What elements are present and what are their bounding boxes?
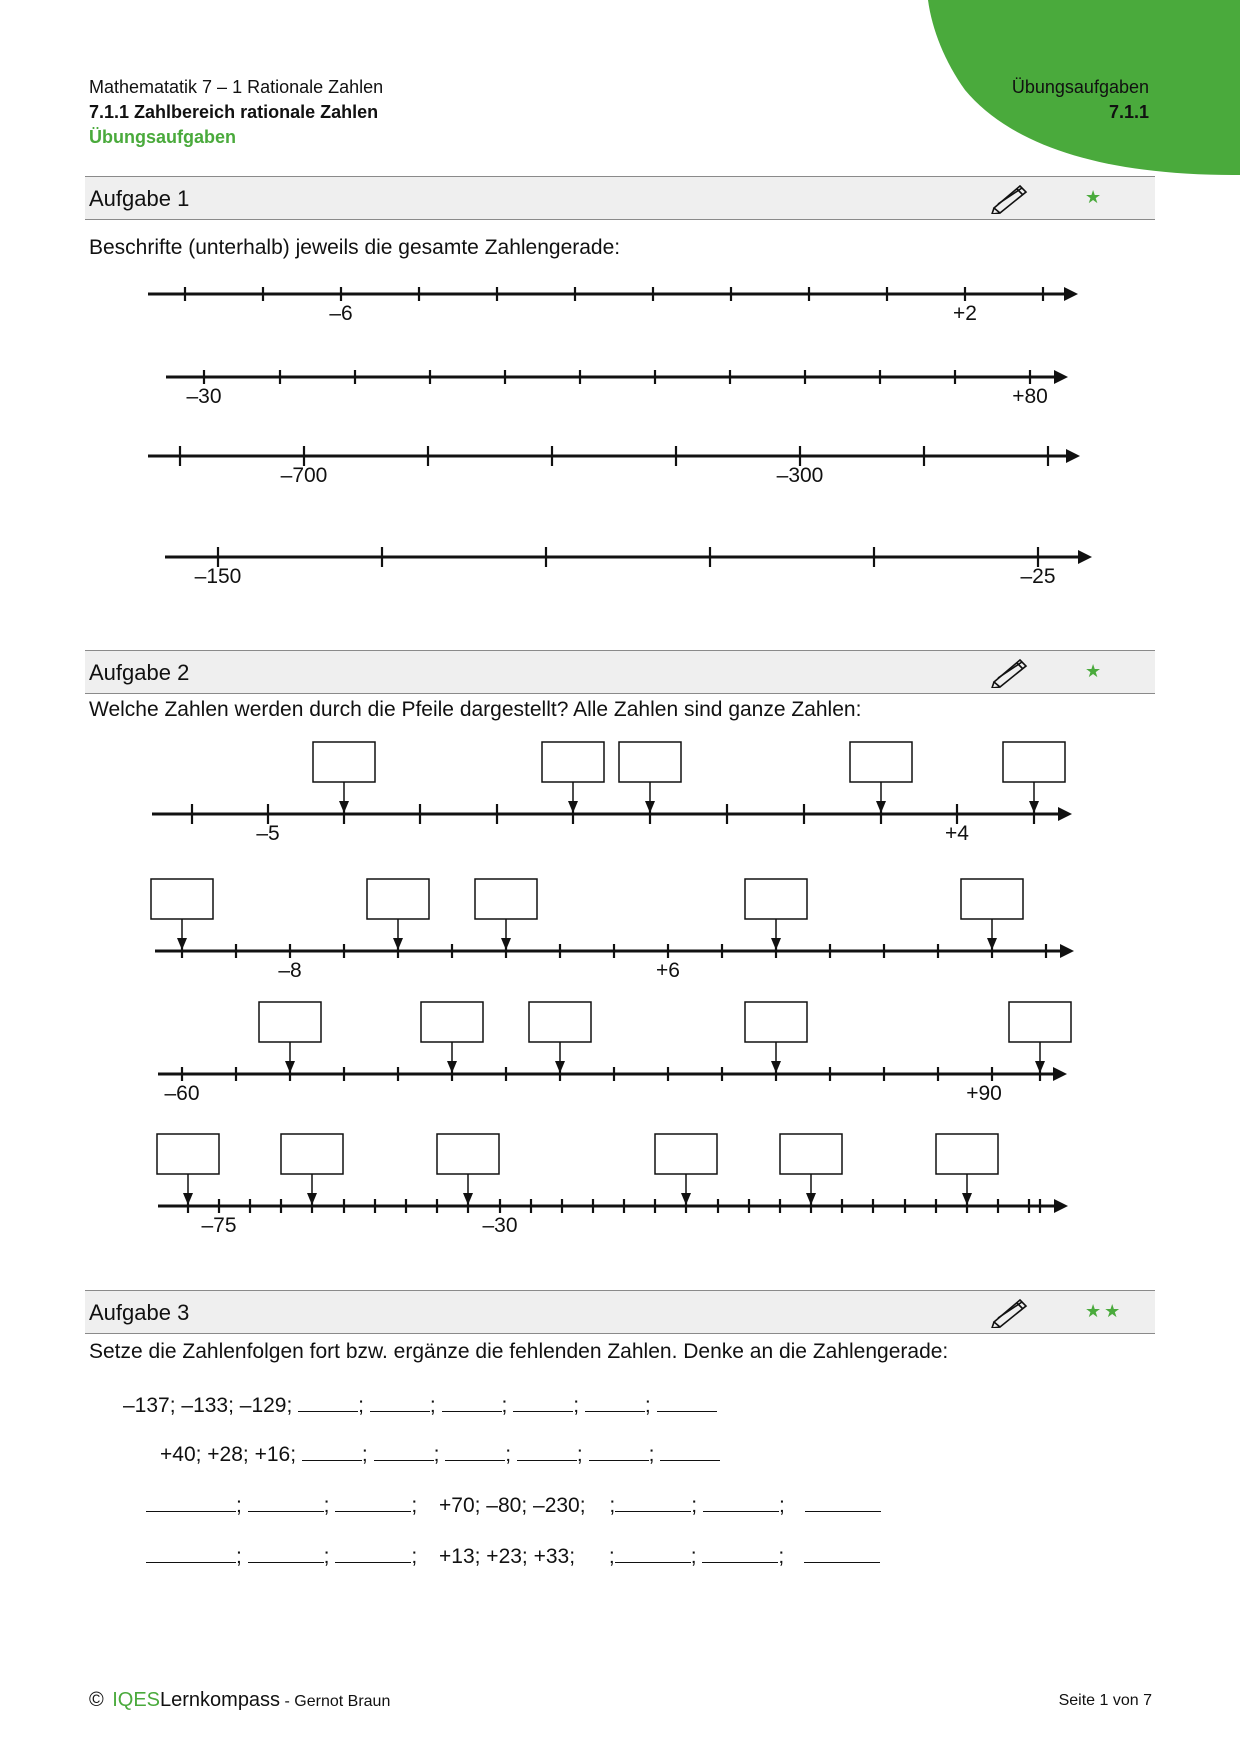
answer-box <box>157 1134 219 1174</box>
answer-box <box>745 1002 807 1042</box>
pointer-arrow-head-icon <box>447 1061 457 1073</box>
brand-lernkompass: Lernkompass <box>160 1689 281 1711</box>
arrow-head-icon <box>1054 1199 1068 1213</box>
arrow-head-icon <box>1060 944 1074 958</box>
answer-box <box>475 879 537 919</box>
tick-label: –25 <box>1020 565 1056 588</box>
copyright-symbol: © <box>89 1689 104 1711</box>
pointer-arrow-head-icon <box>645 801 655 813</box>
answer-blank[interactable] <box>804 1540 880 1563</box>
star-icon: ★ <box>1085 187 1105 207</box>
tick-label: +6 <box>656 959 680 982</box>
pointer-arrow-head-icon <box>771 938 781 950</box>
sequence-prefix: +40; +28; +16; <box>160 1443 297 1466</box>
answer-blank[interactable] <box>703 1489 779 1512</box>
task-2-instruction: Welche Zahlen werden durch die Pfeile dargestellt? Alle Zahlen sind ganze Zahlen: <box>89 698 862 721</box>
pointer-arrow-head-icon <box>771 1061 781 1073</box>
task-2-title: Aufgabe 2 <box>89 660 190 685</box>
page-number: Seite 1 von 7 <box>1058 1692 1152 1709</box>
answer-box <box>1003 742 1065 782</box>
tick-label: –75 <box>201 1214 237 1237</box>
answer-box <box>961 879 1023 919</box>
task-1-instruction: Beschrifte (unterhalb) jeweils die gesamte Zahlengerade: <box>89 236 621 259</box>
answer-box <box>437 1134 499 1174</box>
tick-label: –6 <box>329 302 353 325</box>
header-chapter: 7.1.1 Zahlbereich rationale Zahlen <box>89 102 379 122</box>
pointer-arrow-head-icon <box>183 1193 193 1205</box>
answer-blank[interactable] <box>146 1540 236 1563</box>
answer-blank[interactable] <box>374 1438 434 1461</box>
arrow-head-icon <box>1066 449 1080 463</box>
pointer-arrow-head-icon <box>876 801 886 813</box>
arrow-head-icon <box>1064 287 1078 301</box>
answer-box <box>619 742 681 782</box>
pointer-arrow-head-icon <box>962 1193 972 1205</box>
answer-blank[interactable] <box>298 1389 358 1412</box>
answer-blank[interactable] <box>589 1438 649 1461</box>
answer-box <box>850 742 912 782</box>
answer-box <box>421 1002 483 1042</box>
header-section: Übungsaufgaben <box>89 127 236 147</box>
sequence-prefix: –137; –133; –129; <box>123 1394 293 1417</box>
answer-box <box>745 879 807 919</box>
pointer-arrow-head-icon <box>987 938 997 950</box>
pointer-arrow-head-icon <box>1035 1061 1045 1073</box>
pointer-arrow-head-icon <box>501 938 511 950</box>
pointer-arrow-head-icon <box>1029 801 1039 813</box>
arrow-head-icon <box>1078 550 1092 564</box>
star-icon: ★★ <box>1085 1301 1124 1321</box>
answer-box <box>542 742 604 782</box>
answer-box <box>780 1134 842 1174</box>
task-3-title: Aufgabe 3 <box>89 1300 190 1325</box>
header-right-code: 7.1.1 <box>1108 102 1149 122</box>
answer-blank[interactable] <box>442 1389 502 1412</box>
brand-iqes: IQES <box>112 1689 160 1711</box>
tick-label: –700 <box>280 464 328 487</box>
sequence-middle: +70; –80; –230; <box>439 1494 586 1517</box>
answer-box <box>1009 1002 1071 1042</box>
header-right-label: Übungsaufgaben <box>1011 77 1149 97</box>
footer-left <box>89 1689 390 1712</box>
tick-label: +2 <box>953 302 977 325</box>
task-1-title: Aufgabe 1 <box>89 186 190 211</box>
star-icon: ★ <box>1085 661 1105 681</box>
answer-box <box>529 1002 591 1042</box>
answer-box <box>259 1002 321 1042</box>
answer-blank[interactable] <box>660 1438 720 1461</box>
answer-blank[interactable] <box>248 1540 324 1563</box>
pointer-arrow-head-icon <box>285 1061 295 1073</box>
answer-blank[interactable] <box>702 1540 778 1563</box>
sequence-row-4: ; ; ; +13; +23; +33; ; ; ; <box>146 1540 880 1569</box>
answer-box <box>936 1134 998 1174</box>
tick-label: +80 <box>1012 385 1048 408</box>
task-3-instruction: Setze die Zahlenfolgen fort bzw. ergänze die fehlenden Zahlen. Denke an die Zahlengerade: <box>89 1340 949 1363</box>
pointer-arrow-head-icon <box>177 938 187 950</box>
answer-blank[interactable] <box>335 1489 411 1512</box>
answer-blank[interactable] <box>370 1389 430 1412</box>
pointer-arrow-head-icon <box>393 938 403 950</box>
answer-blank[interactable] <box>657 1389 717 1412</box>
answer-box <box>151 879 213 919</box>
answer-box <box>367 879 429 919</box>
answer-blank[interactable] <box>302 1438 362 1461</box>
pointer-arrow-head-icon <box>307 1193 317 1205</box>
pointer-arrow-head-icon <box>568 801 578 813</box>
answer-blank[interactable] <box>248 1489 324 1512</box>
header-subject: Mathematatik 7 – 1 Rationale Zahlen <box>89 77 384 97</box>
answer-blank[interactable] <box>585 1389 645 1412</box>
answer-box <box>655 1134 717 1174</box>
arrow-head-icon <box>1053 1067 1067 1081</box>
tick-label: –5 <box>256 822 280 845</box>
answer-blank[interactable] <box>146 1489 236 1512</box>
pointer-arrow-head-icon <box>463 1193 473 1205</box>
sequence-row-3: ; ; ; +70; –80; –230; ; ; ; <box>146 1489 881 1518</box>
answer-blank[interactable] <box>517 1438 577 1461</box>
author: - Gernot Braun <box>284 1693 391 1710</box>
answer-blank[interactable] <box>615 1540 691 1563</box>
pointer-arrow-head-icon <box>339 801 349 813</box>
pointer-arrow-head-icon <box>681 1193 691 1205</box>
tick-label: +4 <box>945 822 969 845</box>
answer-box <box>313 742 375 782</box>
sequence-row-2: +40; +28; +16; ; ; ; ; ; <box>160 1438 720 1467</box>
answer-box <box>281 1134 343 1174</box>
sequence-row-1: –137; –133; –129; ; ; ; ; ; <box>123 1389 717 1418</box>
sequence-middle: +13; +23; +33; <box>439 1545 576 1568</box>
tick-label: –300 <box>776 464 824 487</box>
answer-blank[interactable] <box>445 1438 505 1461</box>
pointer-arrow-head-icon <box>555 1061 565 1073</box>
answer-blank[interactable] <box>615 1489 691 1512</box>
tick-label: –8 <box>278 959 302 982</box>
tick-label: –60 <box>164 1082 200 1105</box>
pointer-arrow-head-icon <box>806 1193 816 1205</box>
tick-label: –30 <box>482 1214 518 1237</box>
tick-label: –30 <box>186 385 222 408</box>
tick-label: +90 <box>966 1082 1002 1105</box>
tick-label: –150 <box>194 565 242 588</box>
answer-blank[interactable] <box>513 1389 573 1412</box>
arrow-head-icon <box>1054 370 1068 384</box>
answer-blank[interactable] <box>335 1540 411 1563</box>
answer-blank[interactable] <box>805 1489 881 1512</box>
arrow-head-icon <box>1058 807 1072 821</box>
